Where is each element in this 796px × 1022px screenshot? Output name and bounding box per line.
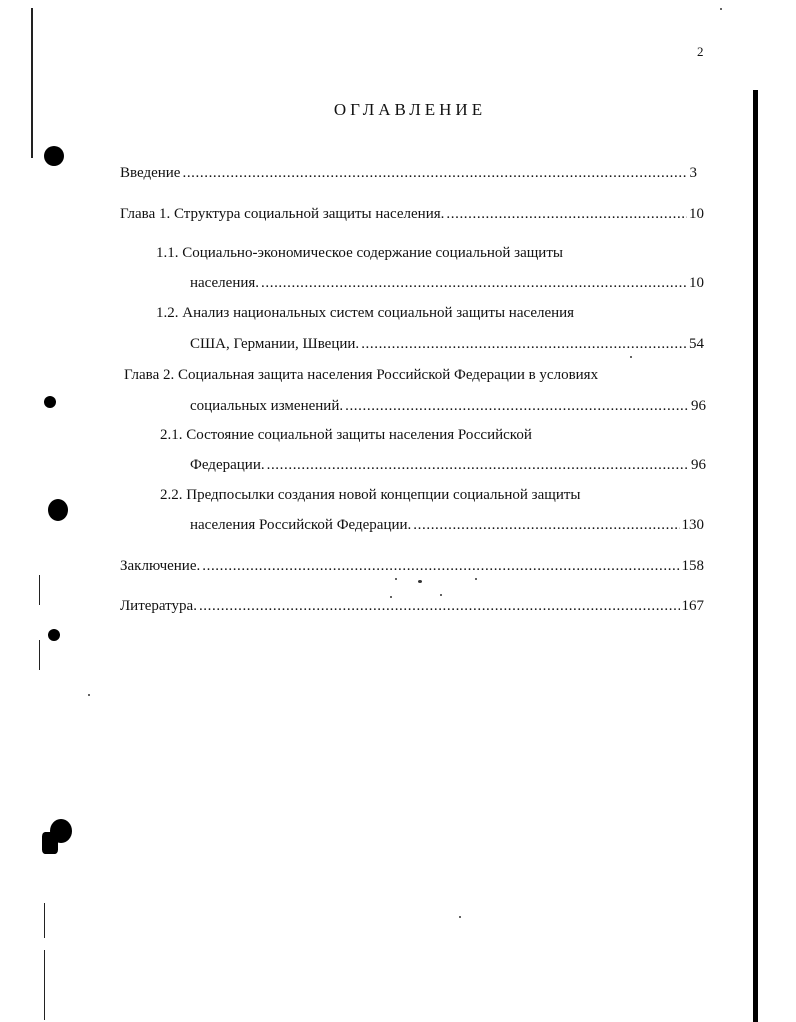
toc-entry-label: социальных изменений. <box>190 398 344 414</box>
toc-entry-2-1-line1: 2.1. Состояние социальной защиты населения Российской <box>160 427 532 443</box>
scan-edge-line <box>39 640 40 670</box>
toc-entry-label: США, Германии, Швеции. <box>190 336 360 352</box>
toc-entry-label: Введение <box>120 165 181 181</box>
scan-speck <box>390 596 392 598</box>
toc-title: ОГЛАВЛЕНИЕ <box>333 100 487 119</box>
scan-edge-line <box>31 8 33 158</box>
leader-dots <box>261 274 687 292</box>
page-number: 2 <box>697 44 704 59</box>
toc-entry-literature <box>120 597 704 615</box>
punch-hole-mark <box>42 832 58 854</box>
punch-hole-mark <box>48 629 60 641</box>
punch-hole-mark <box>48 499 68 521</box>
toc-entry-chapter-1 <box>120 205 704 223</box>
toc-entry-1-1 <box>190 274 704 292</box>
leader-dots <box>446 205 687 223</box>
toc-entry-introduction <box>120 164 697 182</box>
punch-hole-mark <box>44 396 56 408</box>
toc-entry-2-2-line1: 2.2. Предпосылки создания новой концепции социальной защиты <box>160 487 581 503</box>
leader-dots <box>199 597 680 615</box>
scan-edge-line <box>753 90 758 1022</box>
toc-entry-2-2 <box>190 516 704 534</box>
leader-dots <box>202 557 679 575</box>
scan-speck <box>418 580 422 583</box>
scan-speck <box>720 8 722 10</box>
toc-entry-page: 96 <box>691 398 706 414</box>
toc-entry-1-2 <box>190 335 704 353</box>
toc-entry-page: 54 <box>689 336 704 352</box>
leader-dots <box>182 164 687 182</box>
scan-speck <box>395 578 397 580</box>
leader-dots <box>267 456 689 474</box>
toc-entry-label: населения. <box>190 275 260 291</box>
scan-speck <box>630 356 632 358</box>
toc-entry-2-1 <box>190 456 706 474</box>
scan-speck <box>88 694 90 696</box>
toc-entry-page: 10 <box>689 206 704 222</box>
scan-speck <box>440 594 442 596</box>
scan-speck <box>459 916 461 918</box>
toc-entry-page: 130 <box>681 517 704 533</box>
scan-edge-line <box>39 575 40 605</box>
toc-entry-label: населения Российской Федерации. <box>190 517 412 533</box>
toc-entry-chapter-2 <box>190 397 706 415</box>
toc-entry-1-2-line1: 1.2. Анализ национальных систем социальной защиты населения <box>156 305 575 321</box>
toc-entry-chapter-2-line1: Глава 2. Социальная защита населения Российской Федерации в условиях <box>124 367 599 383</box>
scan-edge-line <box>44 950 45 1020</box>
toc-entry-page: 167 <box>681 598 704 614</box>
leader-dots <box>413 516 679 534</box>
toc-entry-label: Литература. <box>120 598 197 614</box>
toc-entry-label: Федерации. <box>190 457 265 473</box>
toc-entry-label: Заключение. <box>120 558 201 574</box>
punch-hole-mark <box>44 146 64 166</box>
toc-entry-page: 158 <box>681 558 704 574</box>
scan-edge-line <box>44 903 45 938</box>
toc-entry-page: 10 <box>689 275 704 291</box>
leader-dots <box>361 335 687 353</box>
toc-entry-conclusion <box>120 557 704 575</box>
toc-entry-label: Глава 1. Структура социальной защиты населения. <box>120 206 445 222</box>
toc-entry-page: 96 <box>691 457 706 473</box>
scan-speck <box>475 578 477 580</box>
toc-entry-page: 3 <box>689 165 697 181</box>
toc-entry-1-1-line1: 1.1. Социально-экономическое содержание социальной защиты <box>156 245 563 261</box>
leader-dots <box>345 397 689 415</box>
